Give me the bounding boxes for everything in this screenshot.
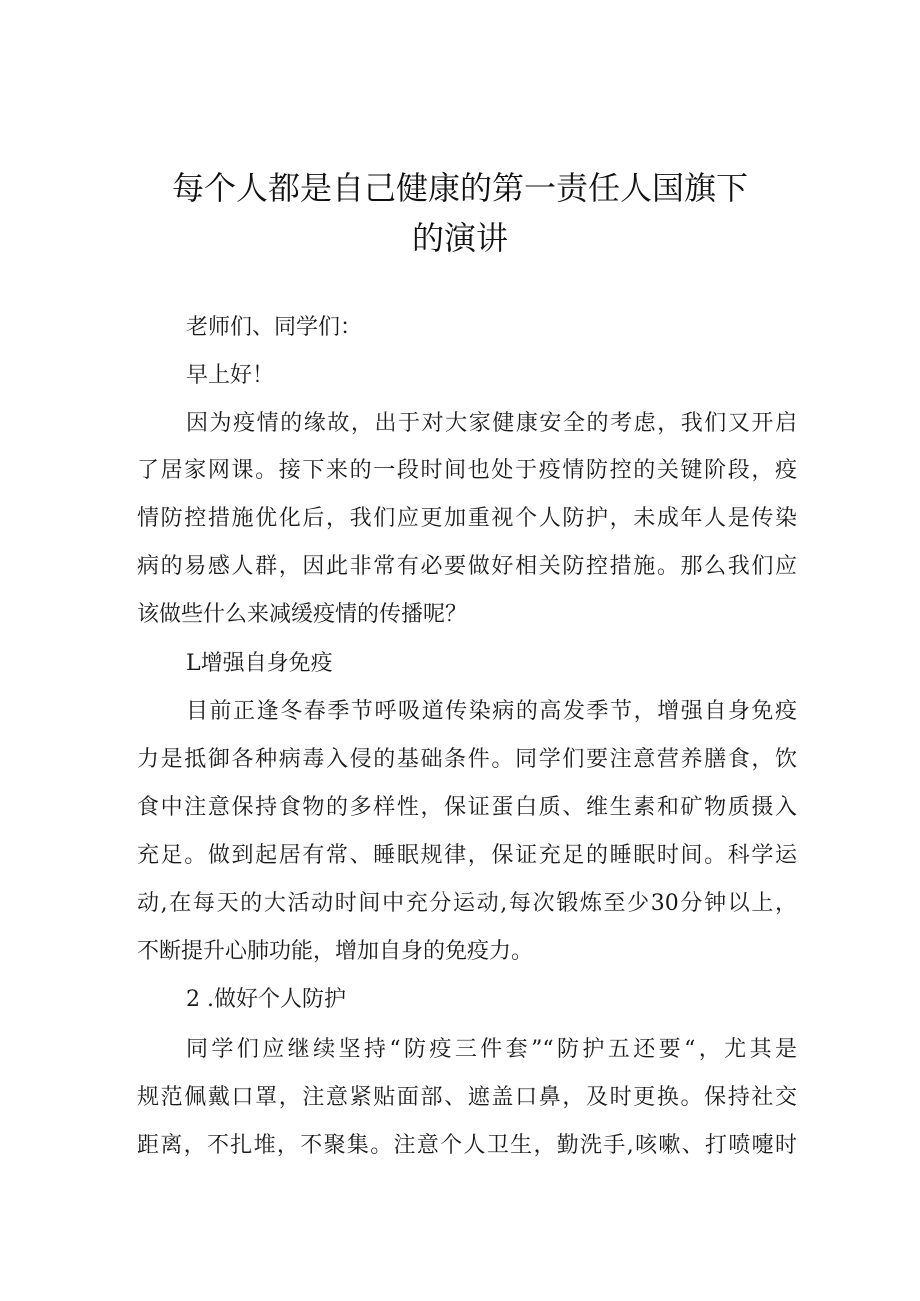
paragraph-1-line: 病的易感人群，因此非常有必要做好相关防控措施。那么我们应 <box>137 554 797 579</box>
paragraph-2-line: 目前正逢冬春季节呼吸道传染病的高发季节，增强自身免疫 <box>186 699 797 724</box>
paragraph-1-line: 了居家网课。接下来的一段时间也处于疫情防控的关键阶段，疫 <box>137 458 797 483</box>
paragraph-2-line: 动,在每天的大活动时间中充分运动,每次锻炼至少30分钟以上， <box>137 891 797 916</box>
paragraph-3-line: 距离，不扎堆，不聚集。注意个人卫生，勤洗手,咳嗽、打喷嚏时 <box>137 1133 797 1158</box>
paragraph-3-line: 规范佩戴口罩，注意紧贴面部、遮盖口鼻，及时更换。保持社交 <box>137 1085 797 1110</box>
paragraph-2-line: 不断提升心肺功能，增加自身的免疫力。 <box>137 939 534 964</box>
paragraph-3-line: 同学们应继续坚持“防疫三件套”“防护五还要“，尤其是 <box>186 1037 797 1062</box>
paragraph-2-line: 充足。做到起居有常、睡眠规律，保证充足的睡眠时间。科学运 <box>137 843 797 868</box>
salutation: 老师们、同学们： <box>186 315 363 340</box>
paragraph-1-line: 因为疫情的缘故，出于对大家健康安全的考虑，我们又开启 <box>186 411 797 436</box>
document-title-line-1: 每个人都是自己健康的第一责任人国旗下 <box>171 169 748 207</box>
section-heading-2: 2 .做好个人防护 <box>186 987 346 1012</box>
paragraph-2-line: 食中注意保持食物的多样性，保证蛋白质、维生素和矿物质摄入 <box>137 795 797 820</box>
paragraph-2-line: 力是抵御各种病毒入侵的基础条件。同学们要注意营养膳食，饮 <box>137 747 797 772</box>
document-title-line-2: 的演讲 <box>411 219 508 257</box>
section-heading-1: L增强自身免疫 <box>186 651 333 676</box>
greeting: 早上好！ <box>186 363 275 388</box>
paragraph-1-line: 该做些什么来减缓疫情的传播呢？ <box>137 602 468 627</box>
paragraph-1-line: 情防控措施优化后，我们应更加重视个人防护，未成年人是传染 <box>137 506 797 531</box>
